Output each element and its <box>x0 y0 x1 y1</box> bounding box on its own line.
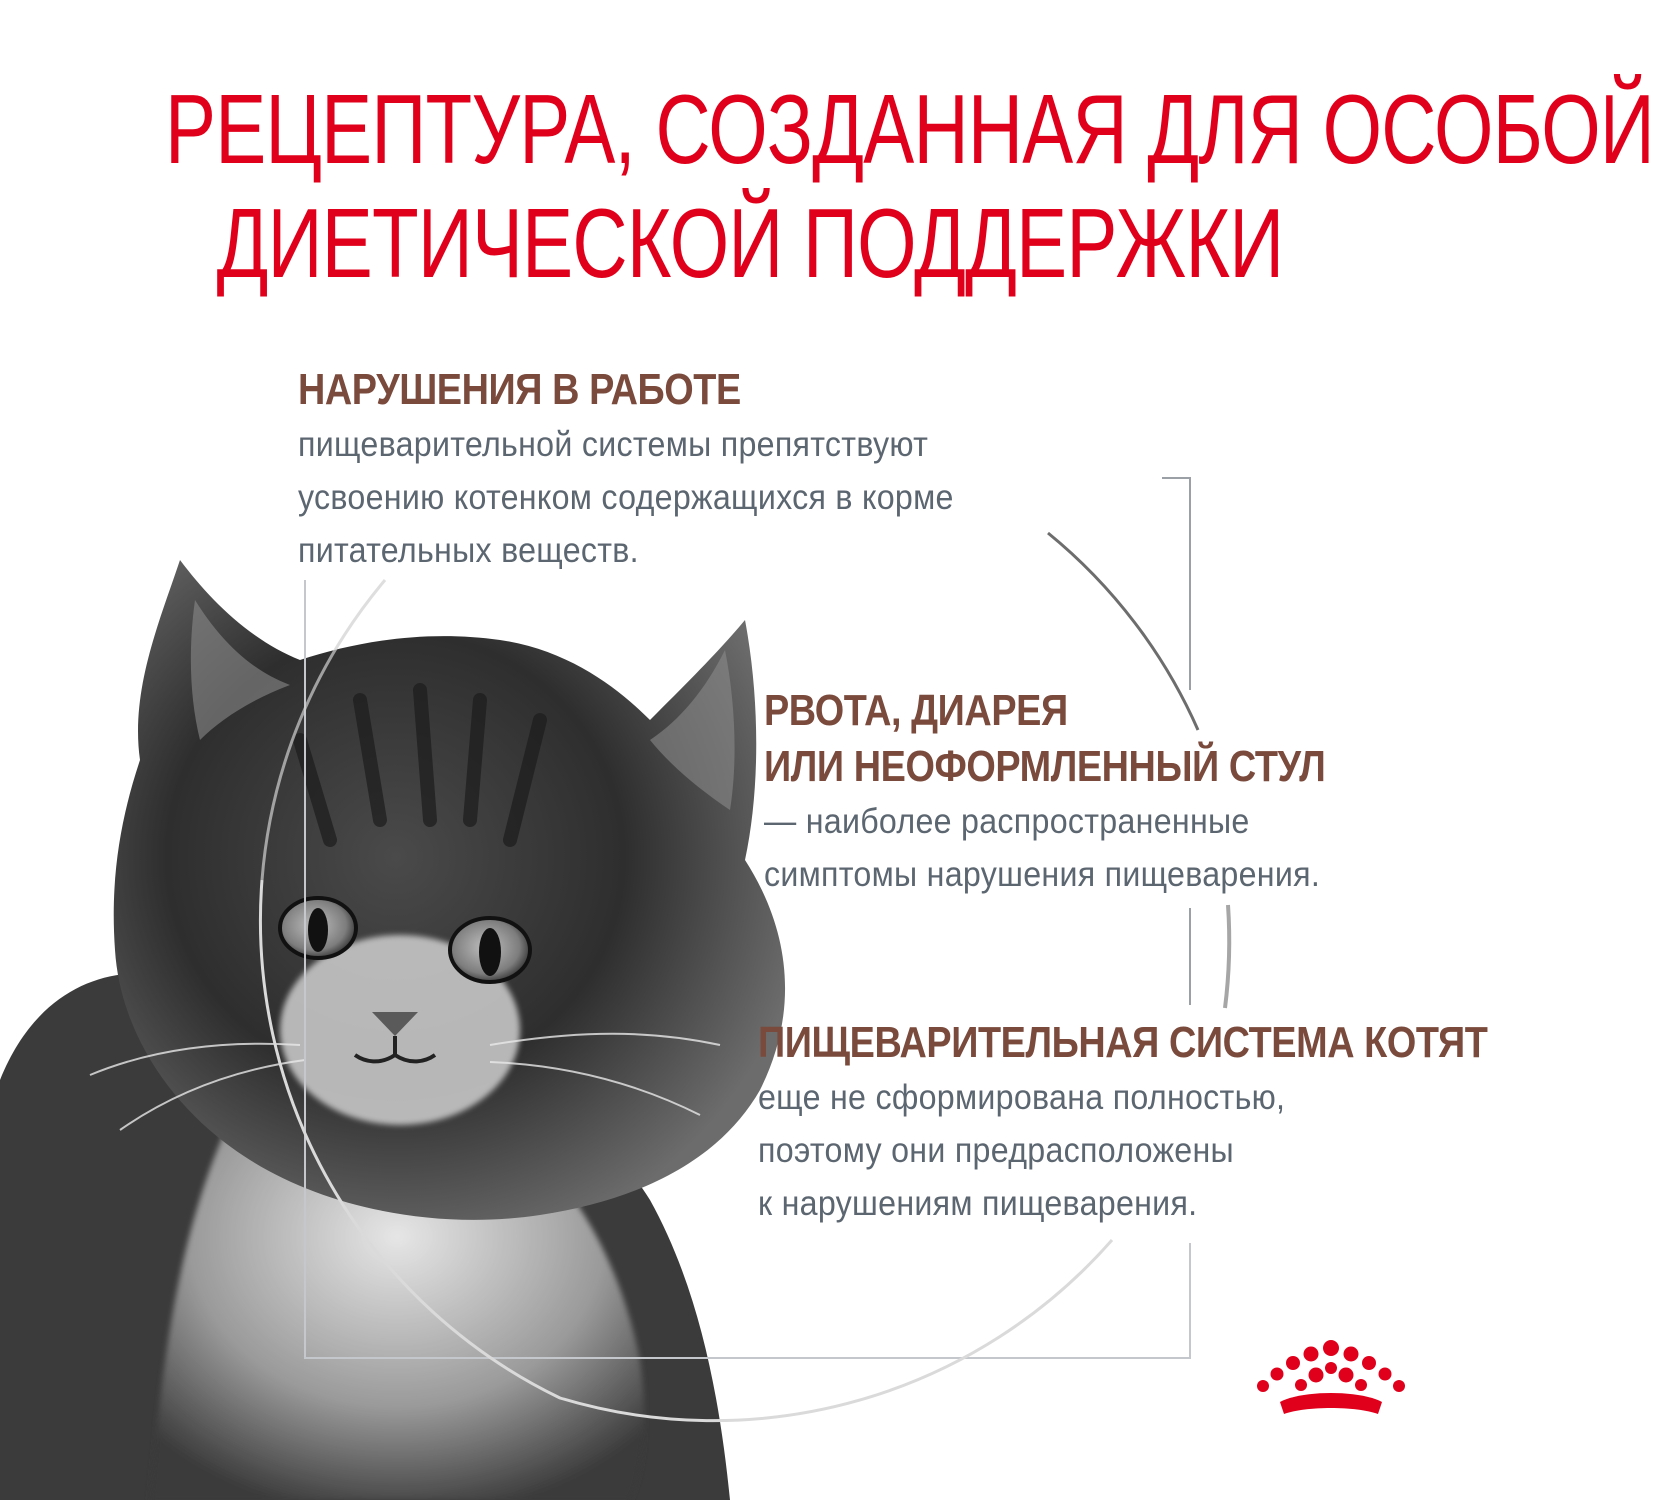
block-text-line: к нарушениям пищеварения. <box>758 1184 1198 1223</box>
page-title-line-2: ДИЕТИЧЕСКОЙ ПОДДЕРЖКИ <box>216 188 1284 298</box>
block-text-line: поэтому они предрасположены <box>758 1131 1234 1170</box>
crown-icon <box>1252 1338 1408 1422</box>
block-text-line: — наиболее распространенные <box>764 802 1250 841</box>
block-text-line: питательных веществ. <box>298 531 639 570</box>
block-text-line: еще не сформирована полностью, <box>758 1078 1286 1117</box>
info-block-kitten-digestive-system <box>758 1015 1606 1230</box>
info-block-symptoms <box>764 683 1417 901</box>
block-text-line: усвоению котенком содержащихся в корме <box>298 478 954 517</box>
block-text-line: симптомы нарушения пищеварения. <box>764 855 1321 894</box>
page-title-line-1: РЕЦЕПТУРА, СОЗДАННАЯ ДЛЯ ОСОБОЙ <box>165 74 1654 184</box>
block-heading: ПИЩЕВАРИТЕЛЬНАЯ СИСТЕМА КОТЯТ <box>758 1018 1488 1067</box>
block-heading: РВОТА, ДИАРЕЯ <box>764 686 1068 735</box>
block-text-line: пищеварительной системы препятствуют <box>298 425 929 464</box>
info-block-digestive-disorders <box>298 362 1011 577</box>
block-heading: ИЛИ НЕОФОРМЛЕННЫЙ СТУЛ <box>764 742 1326 791</box>
block-heading: НАРУШЕНИЯ В РАБОТЕ <box>298 365 741 414</box>
